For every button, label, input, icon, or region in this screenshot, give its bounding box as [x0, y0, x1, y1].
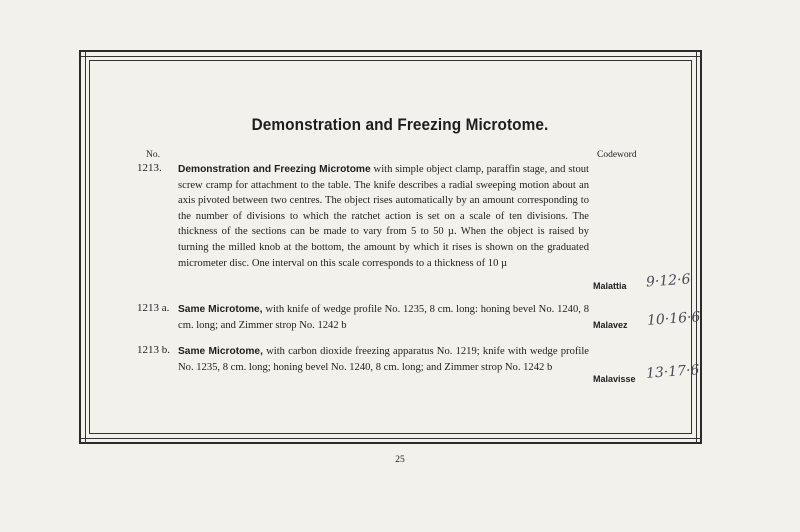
entry-codeword: Malavez [593, 320, 628, 330]
handwritten-price: 10·16·6 [646, 309, 701, 329]
page-title: Demonstration and Freezing Microtome. [251, 116, 549, 134]
entry-text [178, 162, 589, 271]
border-rule-top [79, 56, 702, 57]
entry-name: Demonstration and Freezing Microtome [178, 164, 371, 175]
entry-description: with simple object clamp, paraffin stage, and stout screw cramp for attachment to the table. The knife describes a radial sweeping motion about an axis pivoted between two centres. The object rises automatically by an amount corresponding to the number of divisions to which the ratchet action is set on a scale of ten divisions. The thickness of the sections can be made to vary from 5 to 50 µ. When the object is raised by turning the milled knob at the bottom, the amount by which it rises is shown on the graduated micrometer disc. One interval on this scale corresponds to a thickness of 10 µ [178, 164, 589, 269]
entry-text [178, 344, 589, 375]
entry-description: with knife of wedge profile No. 1235, 8 cm. long: honing bevel No. 1240, 8 cm. long; and Zimmer strop No. 1242 b [178, 304, 590, 331]
border-rule-bottom [79, 438, 702, 439]
handwritten-price: 13·17·6 [645, 362, 700, 382]
column-header-number: No. [146, 150, 160, 160]
entry-number: 1213 a. [137, 302, 170, 314]
entry-name: Same Microtome, [178, 304, 263, 315]
handwritten-price: 9·12·6 [645, 271, 692, 291]
entry-number: 1213. [137, 162, 162, 174]
border-rule-left [85, 50, 86, 444]
entry-number: 1213 b. [137, 344, 170, 356]
border-rule-right [696, 50, 697, 444]
entry-codeword: Malavisse [593, 374, 636, 384]
entry-text [178, 302, 589, 333]
page-number: 25 [395, 455, 405, 465]
entry-name: Same Microtome, [178, 346, 263, 357]
entry-codeword: Malattia [593, 281, 627, 291]
column-header-codeword: Codeword [597, 150, 637, 160]
entry-description: with carbon dioxide freezing apparatus No. 1219; knife with wedge profile No. 1235, 8 cm. long; honing bevel No. 1240, 8 cm. long; and Zimmer strop No. 1242 b [178, 346, 589, 373]
